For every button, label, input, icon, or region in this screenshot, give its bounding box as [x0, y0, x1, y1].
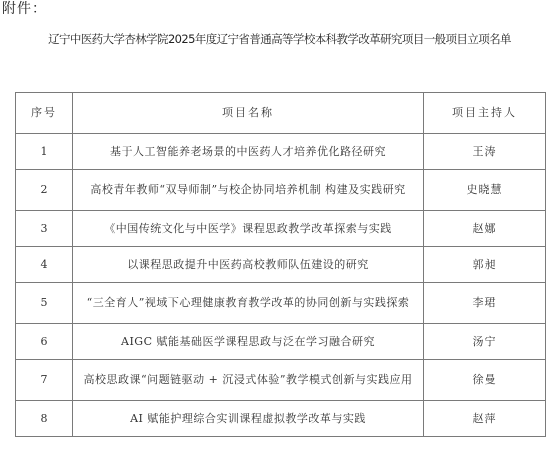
project-name: 基于人工智能养老场景的中医药人才培养优化路径研究: [73, 134, 424, 170]
project-name: “三全育人”视域下心理健康教育教学改革的协同创新与实践探索: [73, 283, 424, 324]
table-row: [16, 211, 546, 247]
row-number: 1: [16, 134, 73, 170]
table-row: [16, 324, 546, 360]
project-host: 徐曼: [424, 360, 546, 401]
project-host: 赵娜: [424, 211, 546, 247]
project-host: 李珺: [424, 283, 546, 324]
table-row: [16, 134, 546, 170]
project-host: 汤宁: [424, 324, 546, 360]
project-host: 王涛: [424, 134, 546, 170]
project-host: 郭昶: [424, 247, 546, 283]
project-host: 史晓慧: [424, 170, 546, 211]
project-name: AI 赋能护理综合实训课程虚拟教学改革与实践: [73, 401, 424, 437]
row-number: 2: [16, 170, 73, 211]
column-header-host: 项目主持人: [424, 93, 546, 134]
table-row: [16, 283, 546, 324]
project-name: 高校思政课“问题链驱动 + 沉浸式体验”教学模式创新与实践应用: [73, 360, 424, 401]
row-number: 4: [16, 247, 73, 283]
row-number: 6: [16, 324, 73, 360]
document-title: 辽宁中医药大学杏林学院2025年度辽宁省普通高等学校本科教学改革研究项目一般项目立项名单: [48, 32, 511, 46]
project-host: 赵萍: [424, 401, 546, 437]
project-name: 《中国传统文化与中医学》课程思政教学改革探索与实践: [73, 211, 424, 247]
column-header-project-name: 项目名称: [73, 93, 424, 134]
row-number: 7: [16, 360, 73, 401]
table-header-row: [16, 93, 546, 134]
table-row: [16, 401, 546, 437]
row-number: 3: [16, 211, 73, 247]
project-name: AIGC 赋能基础医学课程思政与泛在学习融合研究: [73, 324, 424, 360]
project-name: 以课程思政提升中医药高校教师队伍建设的研究: [73, 247, 424, 283]
project-name: 高校青年教师“双导师制”与校企协同培养机制 构建及实践研究: [73, 170, 424, 211]
table-row: [16, 170, 546, 211]
row-number: 8: [16, 401, 73, 437]
table-row: [16, 247, 546, 283]
table-row: [16, 360, 546, 401]
project-list-table: [15, 92, 546, 437]
column-header-number: 序号: [16, 93, 73, 134]
attachment-label: 附件：: [2, 1, 47, 17]
row-number: 5: [16, 283, 73, 324]
